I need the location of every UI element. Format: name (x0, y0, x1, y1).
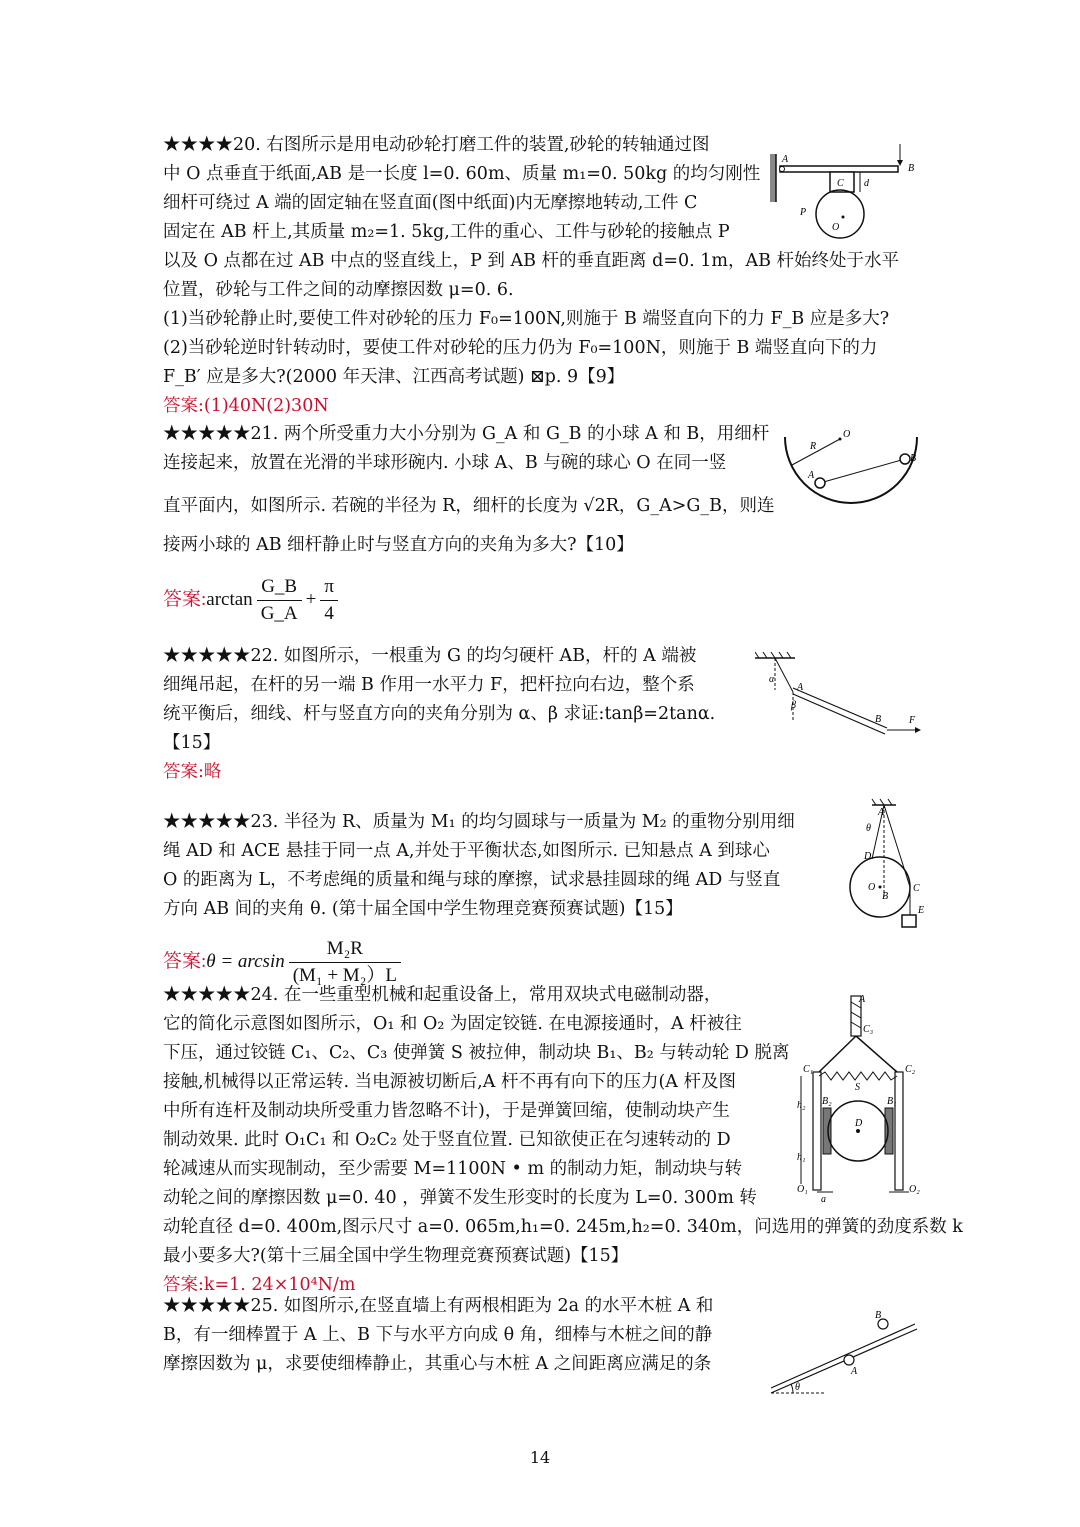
figure-21-label: R (810, 441, 817, 452)
answer-21-numerator: G_B (257, 574, 302, 601)
figure-22-label: F (909, 715, 916, 726)
problem-25-line: B，有一细棒置于 A 上、B 下与水平方向成 θ 角，细棒与木桩之间的静 (163, 1325, 713, 1345)
figure-24-label: O₂ (909, 1184, 920, 1195)
answer-21-fraction-2 (320, 574, 338, 627)
figure-25-label: B (875, 1310, 882, 1321)
problem-24-line: 接触,机械得以正常运转. 当电源被切断后,A 杆不再有向下的压力(A 杆及图 (163, 1072, 736, 1092)
problem-21-line: 接两小球的 AB 细杆静止时与竖直方向的夹角为多大?【10】 (163, 535, 634, 555)
figure-21-bowl (780, 425, 922, 520)
figure-24-label: B₂ (822, 1096, 832, 1107)
figure-23-label: D (864, 851, 872, 862)
figure-21-label: O (843, 429, 851, 440)
problem-23 (163, 808, 923, 989)
problem-20-line: ★★★★20. 右图所示是用电动砂轮打磨工件的装置,砂轮的转轴通过图 (163, 135, 710, 155)
problem-20-line: 固定在 AB 杆上,其质量 m₂=1. 5kg,工件的重心、工件与砂轮的接触点 P (163, 222, 730, 242)
figure-23-label: C (913, 883, 920, 894)
figure-25-label: A (851, 1366, 858, 1377)
figure-22-label: β (791, 700, 796, 711)
problem-24-line: 它的简化示意图如图所示，O₁ 和 O₂ 为固定铰链. 在电源接通时，A 杆被往 (163, 1014, 742, 1034)
answer-20: 答案:(1)40N(2)30N (163, 396, 329, 416)
problem-25-line: 摩擦因数为 μ，求要使细棒静止，其重心与木桩 A 之间距离应满足的条 (163, 1354, 712, 1374)
problem-24-line: 制动效果. 此时 O₁C₁ 和 O₂C₂ 处于竖直位置. 已知欲使正在匀速转动的 D (163, 1130, 731, 1150)
figure-22-label: α (769, 674, 775, 685)
figure-23-label: θ (866, 823, 871, 834)
problem-24-line: 动轮直径 d=0. 400m,图示尺寸 a=0. 065m,h₁=0. 245m,h₂=0. 340m，问选用的弹簧的劲度系数 k (163, 1217, 963, 1237)
figure-22-label: B (875, 714, 882, 725)
problem-20-line: 位置，砂轮与工件之间的动摩擦因数 μ=0. 6. (163, 280, 514, 300)
problem-23-line: O 的距离为 L，不考虑绳的质量和绳与球的摩擦，试求悬挂圆球的绳 AD 与竖直 (163, 870, 781, 890)
problem-23-line: 方向 AB 间的夹角 θ. (第十届全国中学生物理竞赛预赛试题)【15】 (163, 899, 683, 919)
page-number: 14 (529, 1448, 551, 1467)
problem-24-line: 动轮之间的摩擦因数 μ=0. 40 ，弹簧不发生形变时的长度为 L=0. 300m 转 (163, 1188, 757, 1208)
problem-22-line: ★★★★★22. 如图所示，一根重为 G 的均匀硬杆 AB，杆的 A 端被 (163, 646, 697, 666)
figure-24-label: A (859, 994, 866, 1005)
problem-20-line: 中 O 点垂直于纸面,AB 是一长度 l=0. 60m、质量 m₁=0. 50kg 的均匀刚性 (163, 164, 761, 184)
answer-23-denominator: (M₁ + M₂）L (292, 965, 397, 986)
figure-23-label: O (868, 882, 876, 893)
problem-24-line: 中所有连杆及制动块所受重力皆忽略不计)，于是弹簧回缩，使制动块产生 (163, 1101, 730, 1121)
figure-24-label: S (855, 1082, 860, 1093)
figure-24-brake (793, 992, 923, 1202)
problem-21-line: 直平面内，如图所示. 若碗的半径为 R，细杆的长度为 √2R，G_A>G_B，则连 (163, 496, 775, 516)
answer-21-fraction (257, 574, 302, 627)
figure-20-label: A (782, 154, 789, 165)
problem-20-line: (1)当砂轮静止时,要使工件对砂轮的压力 F₀=100N,则施于 B 端竖直向下的力 F_B 应是多大? (163, 309, 890, 329)
figure-23-label: B (882, 891, 889, 902)
problem-21-line: ★★★★★21. 两个所受重力大小分别为 G_A 和 G_B 的小球 A 和 B，用细杆 (163, 424, 770, 444)
figure-24-label: O₁ (797, 1184, 808, 1195)
problem-23-line: ★★★★★23. 半径为 R、质量为 M₁ 的均匀圆球与一质量为 M₂ 的重物分别用细 (163, 812, 795, 832)
figure-20-label: C (837, 178, 844, 189)
answer-21-denominator: G_A (260, 603, 298, 624)
answer-21-prefix: 答案: (163, 588, 207, 610)
problem-20-line: (2)当砂轮逆时针转动时，要使工件对砂轮的压力仍为 F₀=100N，则施于 B 端竖直向下的力 (163, 338, 878, 358)
problem-24-line: 最小要多大?(第十三届全国中学生物理竞赛预赛试题)【15】 (163, 1246, 629, 1266)
answer-23-prefix: 答案: (163, 950, 207, 972)
figure-24-label: C₃ (863, 1024, 874, 1035)
answer-23-lhs: θ = arcsin (206, 950, 285, 972)
figure-23-sphere (838, 797, 928, 942)
answer-24: 答案:k=1. 24×10⁴N/m (163, 1275, 356, 1295)
figure-24-label: h₂ (797, 1100, 806, 1111)
figure-24-label: D (855, 1118, 863, 1129)
answer-22: 答案:略 (163, 762, 222, 782)
problem-22-line: 细绳吊起，在杆的另一端 B 作用一水平力 F，把杆拉向右边，整个系 (163, 675, 695, 695)
figure-24-label: a (821, 1194, 826, 1202)
problem-20-line: F_B′ 应是多大?(2000 年天津、江西高考试题) ⊠p. 9【9】 (163, 367, 625, 387)
figure-24-label: C₁ (803, 1064, 814, 1075)
problem-24-line: ★★★★★24. 在一些重型机械和起重设备上，常用双块式电磁制动器， (163, 985, 722, 1005)
figure-21-label: B (910, 453, 917, 464)
figure-20-label: d (864, 178, 869, 189)
figure-23-label: E (918, 905, 925, 916)
answer-21-plus: + (305, 588, 317, 610)
figure-25-pegs (765, 1302, 925, 1397)
figure-21-label: A (808, 470, 815, 481)
problem-21-line: 连接起来，放置在光滑的半球形碗内. 小球 A、B 与碗的球心 O 在同一竖 (163, 453, 727, 473)
figure-25-label: θ (795, 1382, 800, 1393)
problem-20-line: 以及 O 点都在过 AB 中点的竖直线上，P 到 AB 杆的垂直距离 d=0. 1m，AB 杆始终处于水平 (163, 251, 900, 271)
figure-24-label: h₁ (797, 1152, 806, 1163)
answer-21-numerator-2: π (320, 574, 338, 601)
figure-20-label: O (832, 222, 840, 233)
figure-20-grinder (768, 140, 918, 240)
figure-22-rod (755, 650, 925, 740)
figure-20-label: P (800, 207, 807, 218)
answer-21 (163, 574, 923, 627)
problem-23-line: 绳 AD 和 ACE 悬挂于同一点 A,并处于平衡状态,如图所示. 已知悬点 A 到球心 (163, 841, 770, 861)
answer-21-func: arctan (206, 588, 253, 610)
problem-24-line: 轮减速从而实现制动，至少需要 M=1100N • m 的制动力矩，制动块与转 (163, 1159, 743, 1179)
answer-21-denominator-2: 4 (324, 603, 334, 624)
problem-24-line: 下压，通过铰链 C₁、C₂、C₃ 使弹簧 S 被拉伸，制动块 B₁、B₂ 与转动轮 D 脱离 (163, 1043, 790, 1063)
problem-22-line: 【15】 (163, 733, 221, 753)
figure-23-label: A (878, 807, 885, 818)
problem-22-line: 统平衡后，细线、杆与竖直方向的夹角分别为 α、β 求证:tanβ=2tanα. (163, 704, 716, 724)
problem-25-line: ★★★★★25. 如图所示,在竖直墙上有两根相距为 2a 的水平木桩 A 和 (163, 1296, 714, 1316)
problem-20-line: 细杆可绕过 A 端的固定轴在竖直面(图中纸面)内无摩擦地转动,工件 C (163, 193, 698, 213)
figure-24-label: B₁ (887, 1096, 897, 1107)
answer-23-numerator: M₂R (289, 936, 401, 963)
figure-22-label: A (797, 682, 804, 693)
figure-24-label: C₂ (905, 1064, 916, 1075)
figure-20-label: B (908, 163, 915, 174)
